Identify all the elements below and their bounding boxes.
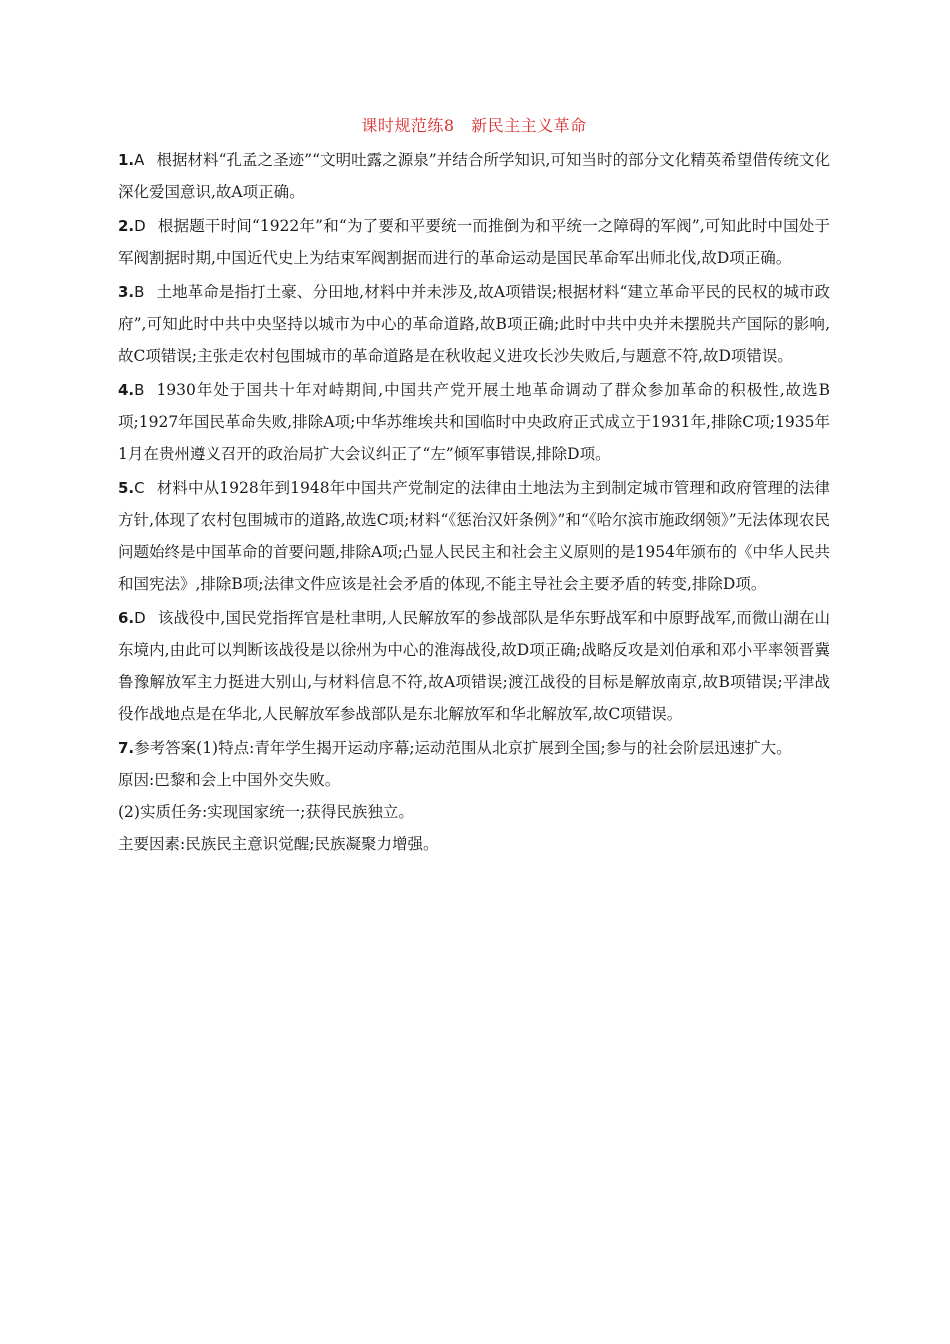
answer-item-3 — [118, 276, 830, 372]
item-number: 7. — [118, 739, 135, 757]
answer-item-2 — [118, 210, 830, 274]
item-explanation: 该战役中,国民党指挥官是杜聿明,人民解放军的参战部队是华东野战军和中原野战军,而微山湖在山东境内,由此可以判断该战役是以徐州为中心的淮海战役,故D项正确;战略反攻是刘伯承和邓小平率领晋冀鲁豫解放军主力挺进大别山,与材料信息不符,故A项错误;渡江战役的目标是解放南京,故B项错误;平津战役作战地点是在华北,人民解放军参战部队是东北解放军和华北解放军,故C项错误。 — [118, 609, 830, 723]
item-number: 4. — [118, 381, 135, 399]
answer-item-6 — [118, 602, 830, 730]
answer-item-7-factors: 主要因素:民族民主意识觉醒;民族凝聚力增强。 — [118, 835, 439, 853]
answer-item-7 — [118, 732, 830, 764]
item-answer: B — [134, 283, 145, 301]
document-page — [118, 112, 830, 860]
item-explanation: 根据材料“孔孟之圣迹”“文明吐露之源泉”并结合所学知识,可知当时的部分文化精英希望借传统文化深化爱国意识,故A项正确。 — [118, 151, 830, 201]
item-explanation: 土地革命是指打土豪、分田地,材料中并未涉及,故A项错误;根据材料“建立革命平民的民权的城市政府”,可知此时中共中央坚持以城市为中心的革命道路,故B项正确;此时中共中央并未摆脱共产国际的影响,故C项错误;主张走农村包围城市的革命道路是在秋收起义进攻长沙失败后,与题意不符,故D项错误。 — [118, 283, 830, 365]
item-explanation: 根据题干时间“1922年”和“为了要和平要统一而推倒为和平统一之障碍的军阀”,可知此时中国处于军阀割据时期,中国近代史上为结束军阀割据而进行的革命运动是国民革命军出师北伐,故D项正确。 — [118, 217, 830, 267]
item-answer: B — [134, 381, 145, 399]
answer-item-7-part2: (2)实质任务:实现国家统一;获得民族独立。 — [118, 803, 414, 821]
item-answer: C — [134, 479, 145, 497]
item-number: 2. — [118, 217, 135, 235]
answer-item-1 — [118, 144, 830, 208]
item-number: 3. — [118, 283, 135, 301]
item-number: 1. — [118, 151, 135, 169]
item-number: 5. — [118, 479, 135, 497]
item-number: 6. — [118, 609, 135, 627]
item-explanation: 1930年处于国共十年对峙期间,中国共产党开展土地革命调动了群众参加革命的积极性,故选B项;1927年国民革命失败,排除A项;中华苏维埃共和国临时中央政府正式成立于1931年,排除C项;1935年1月在贵州遵义召开的政治局扩大会议纠正了“左”倾军事错误,排除D项。 — [118, 381, 830, 463]
answer-item-4 — [118, 374, 830, 470]
item-explanation: 材料中从1928年到1948年中国共产党制定的法律由土地法为主到制定城市管理和政府管理的法律方针,体现了农村包围城市的道路,故选C项;材料“《惩治汉奸条例》”和“《哈尔滨市施政纲领》”无法体现农民问题始终是中国革命的首要问题,排除A项;凸显人民民主和社会主义原则的是1954年颁布的《中华人民共和国宪法》,排除B项;法律文件应该是社会矛盾的体现,不能主导社会主要矛盾的转变,排除D项。 — [118, 479, 830, 593]
item-answer: D — [134, 217, 146, 235]
item-answer: A — [134, 151, 145, 169]
item-explanation: 参考答案(1)特点:青年学生揭开运动序幕;运动范围从北京扩展到全国;参与的社会阶层迅速扩大。 — [134, 739, 792, 757]
answer-item-7-reason: 原因:巴黎和会上中国外交失败。 — [118, 771, 341, 789]
answer-item-5 — [118, 472, 830, 600]
item-answer: D — [134, 609, 146, 627]
page-title: 课时规范练8 新民主主义革命 — [361, 116, 587, 135]
